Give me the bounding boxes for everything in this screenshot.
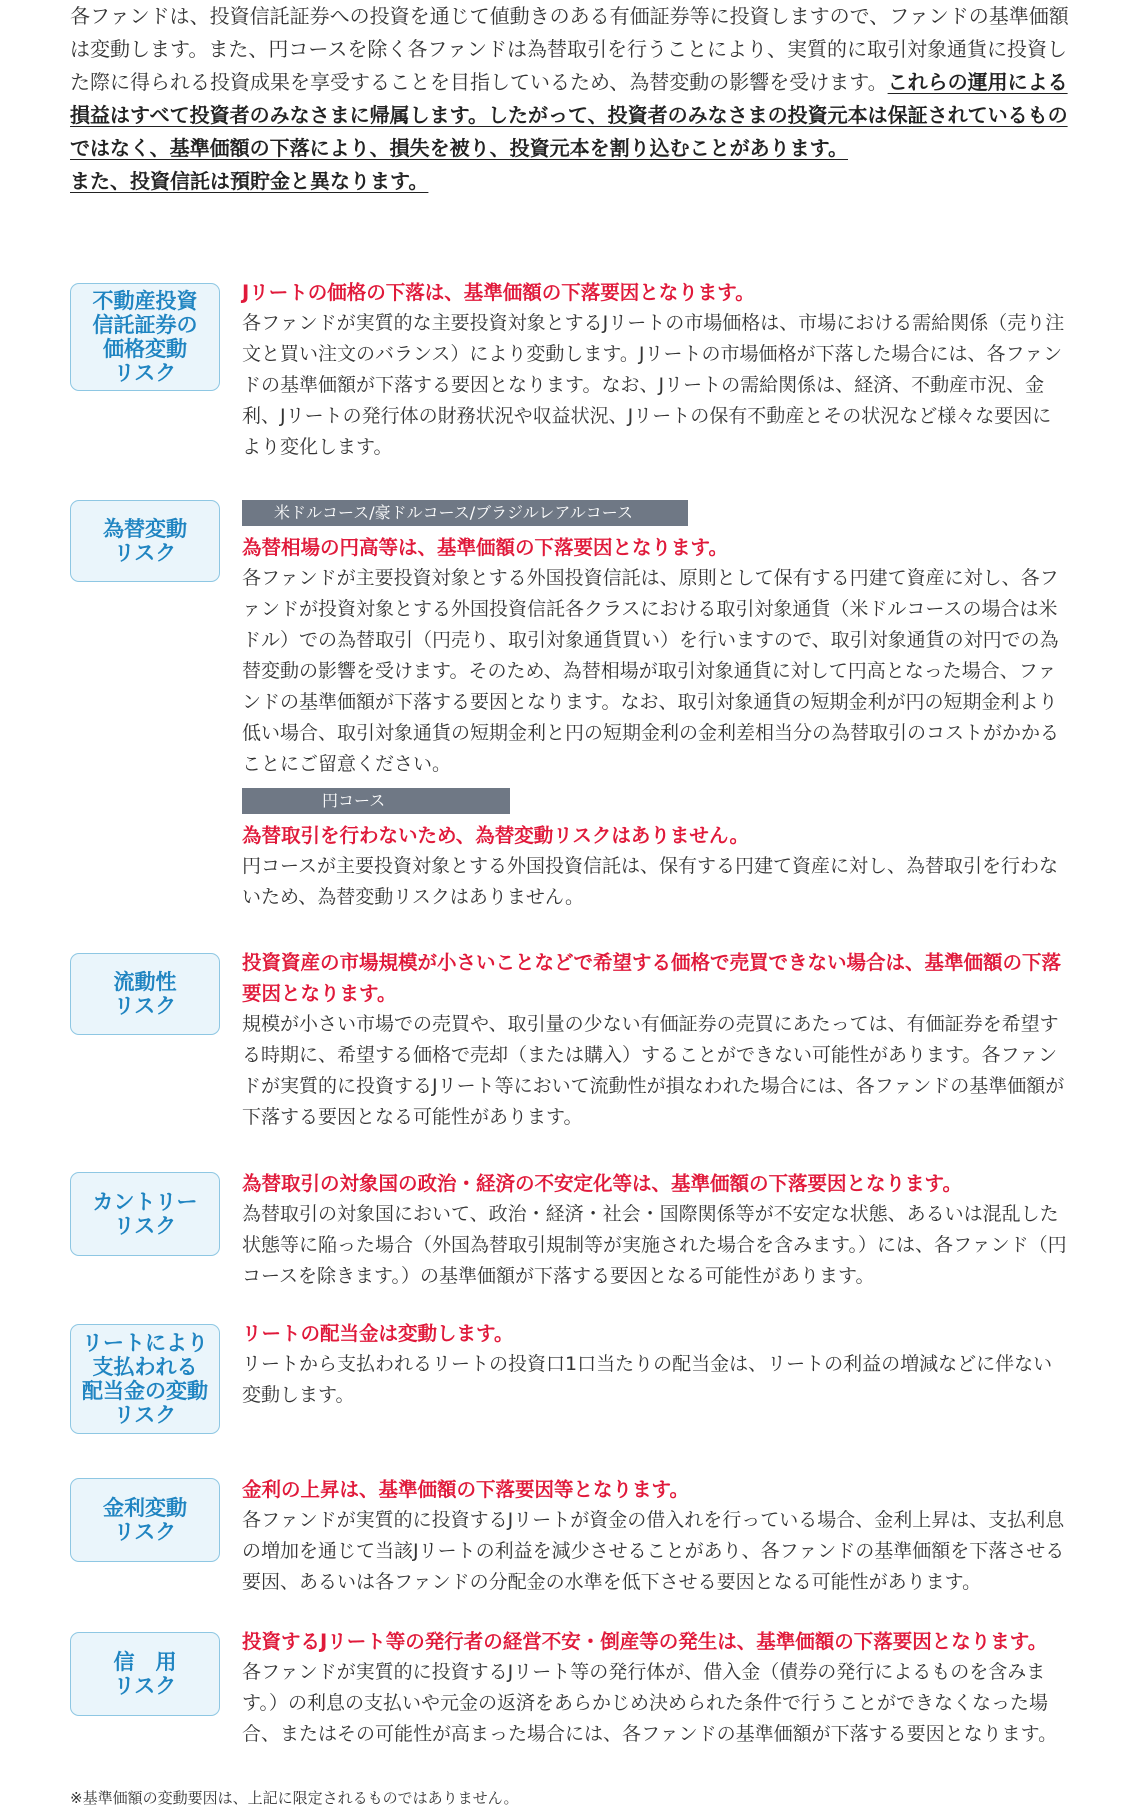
risk-description: 為替取引の対象国において、政治・経済・社会・国際関係等が不安定な状態、あるいは混乱した状態等に陥った場合（外国為替取引規制等が実施された場合を含みます。）には、各ファンド（円コースを除きます。）の基準価額が下落する要因となる可能性があります。 [242, 1203, 1067, 1287]
risk-description: 各ファンドが主要投資対象とする外国投資信託は、原則として保有する円建て資産に対し、各ファンドが投資対象とする外国投資信託各クラスにおける取引対象通貨（米ドルコースの場合は米ドル）での為替取引（円売り、取引対象通貨買い）を行いますので、取引対象通貨の対円での為替変動の影響を受けます。そのため、為替相場が取引対象通貨に対して円高となった場合、ファンドの基準価額が下落する要因となります。なお、取引対象通貨の短期金利が円の短期金利より低い場合、取引対象通貨の短期金利と円の短期金利の金利差相当分の為替取引のコストがかかることにご留意ください。 [242, 567, 1060, 775]
risk-label-real-estate: 不動産投資 信託証券の 価格変動 リスク [70, 283, 220, 391]
risk-description-yen: 円コースが主要投資対象とする外国投資信託は、保有する円建て資産に対し、為替取引を行わないため、為替変動リスクはありません。 [242, 855, 1059, 908]
risk-heading-yen: 為替取引を行わないため、為替変動リスクはありません。 [242, 824, 750, 847]
risk-heading: 投資資産の市場規模が小さいことなどで希望する価格で売買できない場合は、基準価額の下落要因となります。 [242, 951, 1062, 1005]
course-tag-yen: 円コース [242, 788, 510, 814]
risk-body-real-estate [242, 277, 1070, 463]
risk-heading: 投資するJリート等の発行者の経営不安・倒産等の発生は、基準価額の下落要因となります。 [242, 1630, 1048, 1653]
risk-body-country [242, 1168, 1070, 1292]
risk-description: 各ファンドが実質的に投資するJリート等の発行体が、借入金（債券の発行によるものを含みます。）の利息の支払いや元金の返済をあらかじめ決められた条件で行うことができなくなった場合、またはその可能性が高まった場合には、各ファンドの基準価額が下落する要因となります。 [242, 1661, 1058, 1745]
risk-heading: Jリートの価格の下落は、基準価額の下落要因となります。 [242, 281, 755, 304]
risk-label-fx: 為替変動 リスク [70, 500, 220, 582]
risk-body-interest [242, 1474, 1070, 1598]
risk-label-liquidity: 流動性 リスク [70, 953, 220, 1035]
intro-underlined-text: これらの運用による損益はすべて投資者のみなさまに帰属します。したがって、投資者のみなさまの投資元本は保証されているものではなく、基準価額の下落により、損失を被り、投資元本を割り込むことがあります。 [70, 70, 1068, 160]
intro-text: 各ファンドは、投資信託証券への投資を通じて値動きのある有価証券等に投資しますので、ファンドの基準価額は変動します。また、円コースを除く各ファンドは為替取引を行うことにより、実質的に取引対象通貨に投資した際に得られる投資成果を享受することを目指しているため、為替変動の影響を受けます。 [70, 4, 1069, 94]
risk-heading: 為替相場の円高等は、基準価額の下落要因となります。 [242, 536, 728, 559]
risk-body-liquidity [242, 947, 1070, 1133]
risk-description: 各ファンドが実質的な主要投資対象とするJリートの市場価格は、市場における需給関係（売り注文と買い注文のバランス）により変動します。Jリートの市場価格が下落した場合には、各ファンドの基準価額が下落する要因となります。なお、Jリートの需給関係は、経済、不動産市況、金利、Jリートの発行体の財務状況や収益状況、Jリートの保有不動産とその状況など様々な要因により変化します。 [242, 312, 1065, 458]
risk-heading: リートの配当金は変動します。 [242, 1322, 514, 1345]
risk-label-country: カントリー リスク [70, 1172, 220, 1256]
risk-description: リートから支払われるリートの投資口1口当たりの配当金は、リートの利益の増減などに伴ない変動します。 [242, 1353, 1053, 1406]
footnote: ※基準価額の変動要因は、上記に限定されるものではありません。 [70, 1789, 519, 1807]
risk-heading: 金利の上昇は、基準価額の下落要因等となります。 [242, 1478, 689, 1501]
intro-last-line: また、投資信託は預貯金と異なります。 [70, 169, 429, 193]
risk-label-interest: 金利変動 リスク [70, 1478, 220, 1562]
risk-description: 規模が小さい市場での売買や、取引量の少ない有価証券の売買にあたっては、有価証券を希望する時期に、希望する価格で売却（または購入）することができない可能性があります。各ファンドが実質的に投資するJリート等において流動性が損なわれた場合には、各ファンドの基準価額が下落する要因となる可能性があります。 [242, 1013, 1065, 1128]
risk-label-credit: 信 用 リスク [70, 1632, 220, 1716]
intro-paragraph [70, 0, 1070, 198]
risk-body-fx [242, 500, 1070, 913]
risk-body-dividend [242, 1318, 1070, 1411]
course-tag-foreign: 米ドルコース/豪ドルコース/ブラジルレアルコース [242, 500, 688, 526]
risk-body-credit [242, 1626, 1070, 1750]
risk-label-dividend: リートにより 支払われる 配当金の変動 リスク [70, 1324, 220, 1434]
risk-description: 各ファンドが実質的に投資するJリートが資金の借入れを行っている場合、金利上昇は、支払利息の増加を通じて当該Jリートの利益を減少させることがあり、各ファンドの基準価額を下落させる要因、あるいは各ファンドの分配金の水準を低下させる要因となる可能性があります。 [242, 1509, 1065, 1593]
risk-heading: 為替取引の対象国の政治・経済の不安定化等は、基準価額の下落要因となります。 [242, 1172, 962, 1195]
